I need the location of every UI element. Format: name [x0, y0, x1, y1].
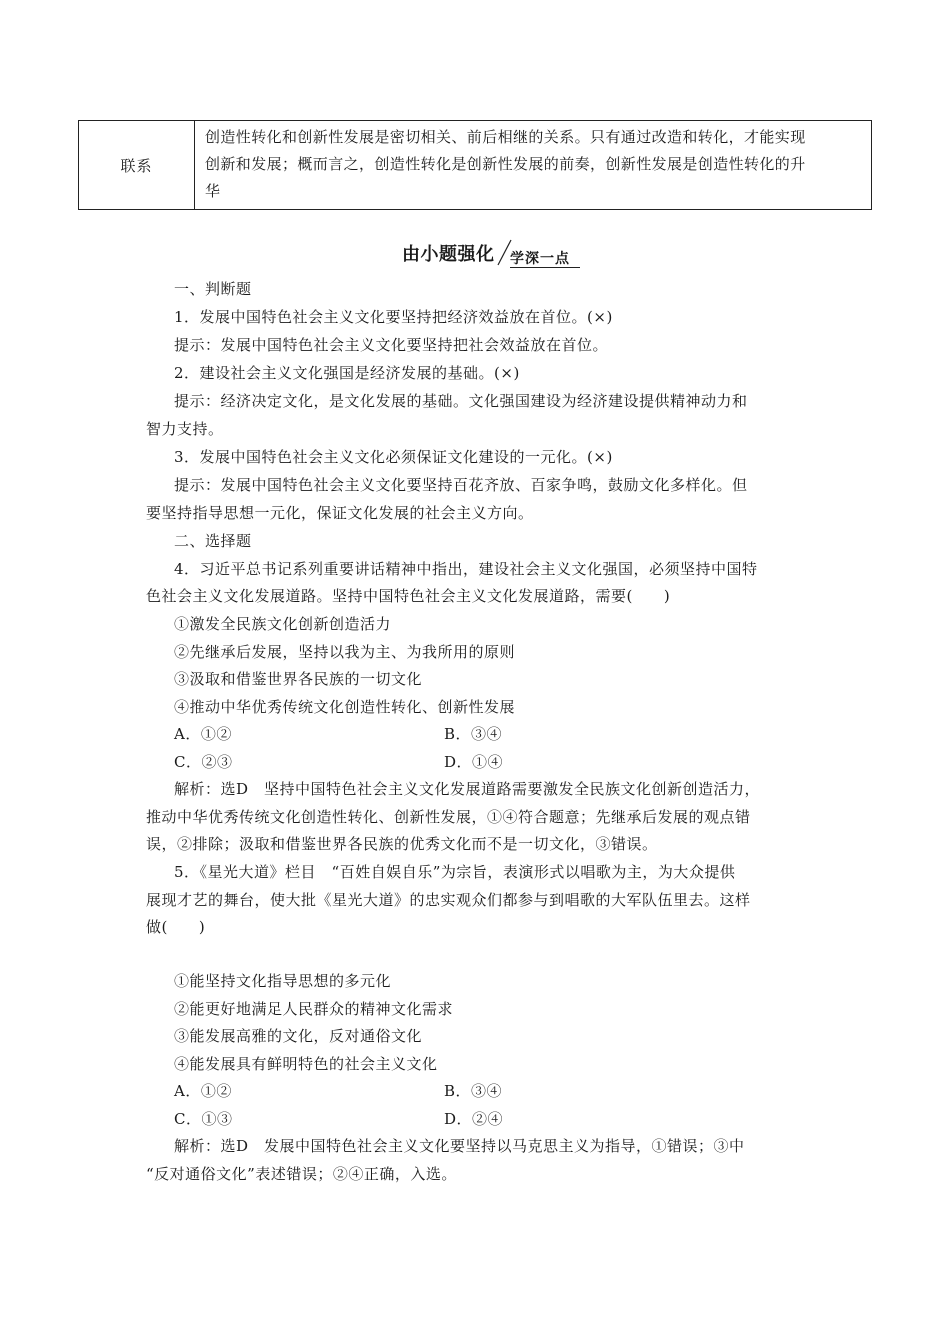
q5-option-2: ②能更好地满足人民群众的精神文化需求	[174, 1000, 454, 1018]
question-4-line2: 色社会主义文化发展道路。坚持中国特色社会主义文化发展道路，需要( )	[146, 587, 671, 605]
q5-choice-b: B．③④	[444, 1082, 503, 1100]
q5-option-1: ①能坚持文化指导思想的多元化	[174, 972, 392, 990]
table-value-cell	[195, 121, 871, 209]
q4-analysis-line1: 解析：选D 坚持中国特色社会主义文化发展道路需要激发全民族文化创新创造活力，	[174, 780, 761, 798]
hint-2-line2: 智力支持。	[146, 420, 224, 438]
q4-option-3: ③汲取和借鉴世界各民族的一切文化	[174, 670, 423, 688]
relation-table	[78, 120, 872, 210]
q4-option-1: ①激发全民族文化创新创造活力	[174, 615, 392, 633]
question-5-line2: 展现才艺的舞台，使大批《星光大道》的忠实观众们都参与到唱歌的大军队伍里去。这样	[146, 891, 751, 909]
q4-analysis-line2: 推动中华优秀传统文化创造性转化、创新性发展，①④符合题意；先继承后发展的观点错	[146, 808, 751, 826]
heading-main: 由小题强化	[402, 244, 495, 265]
hint-3-line2: 要坚持指导思想一元化，保证文化发展的社会主义方向。	[146, 504, 534, 522]
q5-choice-a: A．①②	[174, 1082, 232, 1100]
q4-analysis-line3: 误，②排除；汲取和借鉴世界各民族的优秀文化而不是一切文化，③错误。	[146, 835, 658, 853]
table-line: 创造性转化和创新性发展是密切相关、前后相继的关系。只有通过改造和转化，才能实现	[205, 128, 806, 146]
section-title-judge: 一、判断题	[174, 280, 252, 298]
hint-1: 提示：发展中国特色社会主义文化要坚持把社会效益放在首位。	[174, 336, 609, 354]
q4-choice-d: D．①④	[444, 753, 504, 771]
section-title-choice: 二、选择题	[174, 532, 252, 550]
q5-analysis-line1: 解析：选D 发展中国特色社会主义文化要坚持以马克思主义为指导，①错误；③中	[174, 1137, 745, 1155]
q5-analysis-line2: “反对通俗文化”表述错误；②④正确，入选。	[146, 1165, 457, 1183]
q5-option-3: ③能发展高雅的文化，反对通俗文化	[174, 1027, 423, 1045]
table-line: 华	[205, 182, 221, 200]
heading-underline	[510, 267, 580, 268]
question-5-line1: 5．《星光大道》栏目 “百姓自娱自乐”为宗旨，表演形式以唱歌为主，为大众提供	[174, 863, 736, 881]
question-1: 1．发展中国特色社会主义文化要坚持把经济效益放在首位。(×)	[174, 308, 613, 326]
q4-option-4: ④推动中华优秀传统文化创造性转化、创新性发展	[174, 698, 516, 716]
question-4-line1: 4．习近平总书记系列重要讲话精神中指出，建设社会主义文化强国，必须坚持中国特	[174, 560, 758, 578]
section-heading	[402, 240, 602, 270]
question-5-line3: 做( )	[146, 918, 206, 936]
q4-option-2: ②先继承后发展，坚持以我为主、为我所用的原则	[174, 643, 516, 661]
q4-choice-b: B．③④	[444, 725, 503, 743]
q4-choice-c: C．②③	[174, 753, 233, 771]
table-key-cell: 联系	[79, 121, 195, 209]
hint-2-line1: 提示：经济决定文化，是文化发展的基础。文化强国建设为经济建设提供精神动力和	[174, 392, 748, 410]
heading-sub: 学深一点	[510, 251, 570, 267]
q4-choice-a: A．①②	[174, 725, 232, 743]
q5-option-4: ④能发展具有鲜明特色的社会主义文化	[174, 1055, 438, 1073]
q5-choice-c: C．①③	[174, 1110, 233, 1128]
q5-choice-d: D．②④	[444, 1110, 504, 1128]
question-2: 2．建设社会主义文化强国是经济发展的基础。(×)	[174, 364, 520, 382]
table-line: 创新和发展；概而言之，创造性转化是创新性发展的前奏，创新性发展是创造性转化的升	[205, 155, 806, 173]
hint-3-line1: 提示：发展中国特色社会主义文化要坚持百花齐放、百家争鸣，鼓励文化多样化。但	[174, 476, 748, 494]
question-3: 3．发展中国特色社会主义文化必须保证文化建设的一元化。(×)	[174, 448, 613, 466]
